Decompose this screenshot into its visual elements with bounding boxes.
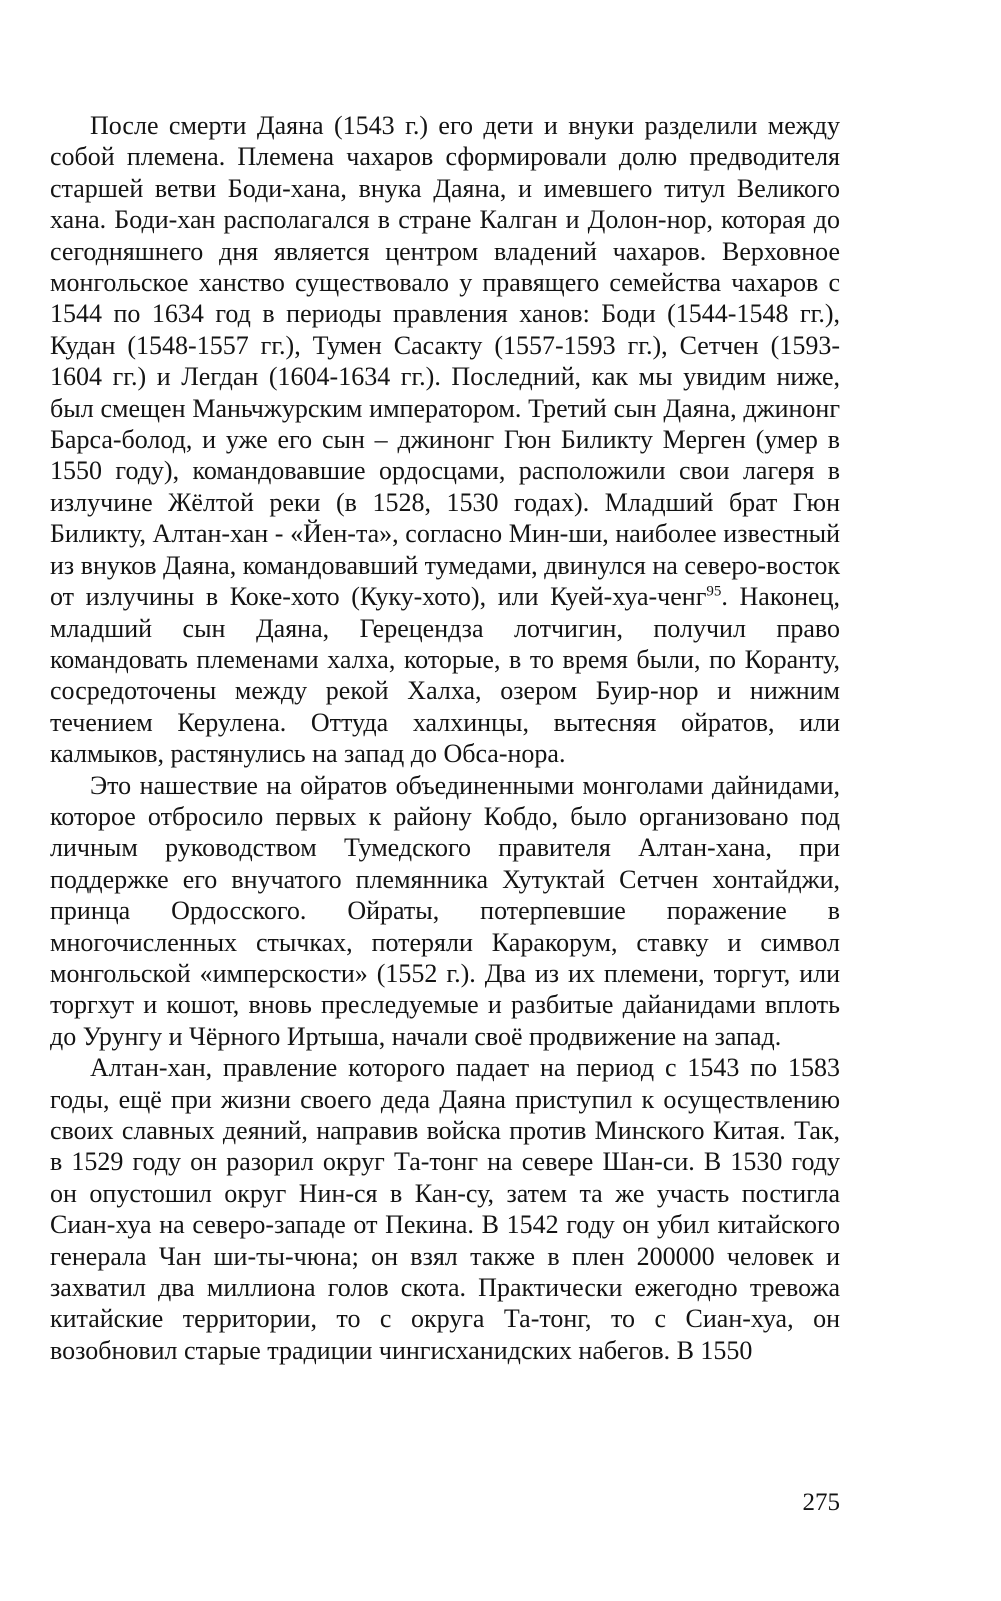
body-text — [50, 110, 840, 1366]
page-number: 275 — [802, 1489, 840, 1516]
paragraph-2: Это нашествие на ойратов объединенными монголами дайнидами, которое отбросило первых к району Кобдо, было организовано под личным руководством Тумедского правителя Алтан-хана, при поддержке его внучатого племянника Хутуктай Сетчен хонтайджи, принца Ордосского. Ойраты, потерпевшие поражение в многочисленных стычках, потеряли Каракорум, ставку и символ монгольской «имперскости» (1552 г.). Два из их племени, торгут, или торгхут и кошот, вновь преследуемые и разбитые дайанидами вплоть до Урунгу и Чёрного Иртыша, начали своё продвижение на запад. — [50, 770, 840, 1051]
paragraph-3: Алтан-хан, правление которого падает на период с 1543 по 1583 годы, ещё при жизни своего деда Даяна приступил к осуществлению своих славных деяний, направив войска против Минского Китая. Так, в 1529 году он разорил округ Та-тонг на севере Шан-си. В 1530 году он опустошил округ Нин-ся в Кан-су, затем та же участь постигла Сиан-хуа на северо-западе от Пекина. В 1542 году он убил китайского генерала Чан ши-ты-чюна; он взял также в плен 200000 человек и захватил два миллиона голов скота. Практически ежегодно тревожа китайские территории, то с округа Та-тонг, то с Сиан-хуа, он возобновил старые традиции чингисханидских набегов. В 1550 — [50, 1053, 840, 1365]
paragraph-1-text-continued: . Наконец, младший сын Даяна, Герецендза лотчигин, получил право командовать племенами халха, которые, в то время были, по Коранту, сосредоточены между рекой Халха, озером Буир-нор и нижним течением Керулена. Оттуда халхинцы, вытесняя ойратов, или калмыков, растянулись на запад до Обса-нора. — [50, 582, 841, 769]
footnote-ref-95: 95 — [706, 583, 722, 600]
paragraph-1-text: После смерти Даяна (1543 г.) его дети и внуки разделили между собой племена. Племена чахаров сформировали долю предводителя старшей ветви Боди-хана, внука Даяна, и имевшего титул Великого хана. Боди-хан располагался в стране Калган и Долон-нор, которая до сегодняшнего дня является центром владений чахаров. Верховное монгольское ханство существовало у правящего семейства чахаров с 1544 по 1634 год в периоды правления ханов: Боди (1544-1548 гг.), Кудан (1548-1557 гг.), Тумен Сасакту (1557-1593 гг.), Сетчен (1593-1604 гг.) и Легдан (1604-1634 гг.). Последний, как мы увидим ниже, был смещен Маньчжурским императором. Третий сын Даяна, джинонг Барса-болод, и уже его сын – джинонг Гюн Биликту Мерген (умер в 1550 году), командовавшие ордосцами, расположили свои лагеря в излучине Жёлтой реки (в 1528, 1530 годах). Младший брат Гюн Биликту, Алтан-хан - «Йен-та», согласно Мин-ши, наиболее известный из внуков Даяна, командовавший тумедами, двинулся на северо-восток от излучины в Коке-хото (Куку-хото), или Куей-хуа-ченг — [50, 111, 840, 612]
paragraph-1 — [50, 110, 840, 770]
